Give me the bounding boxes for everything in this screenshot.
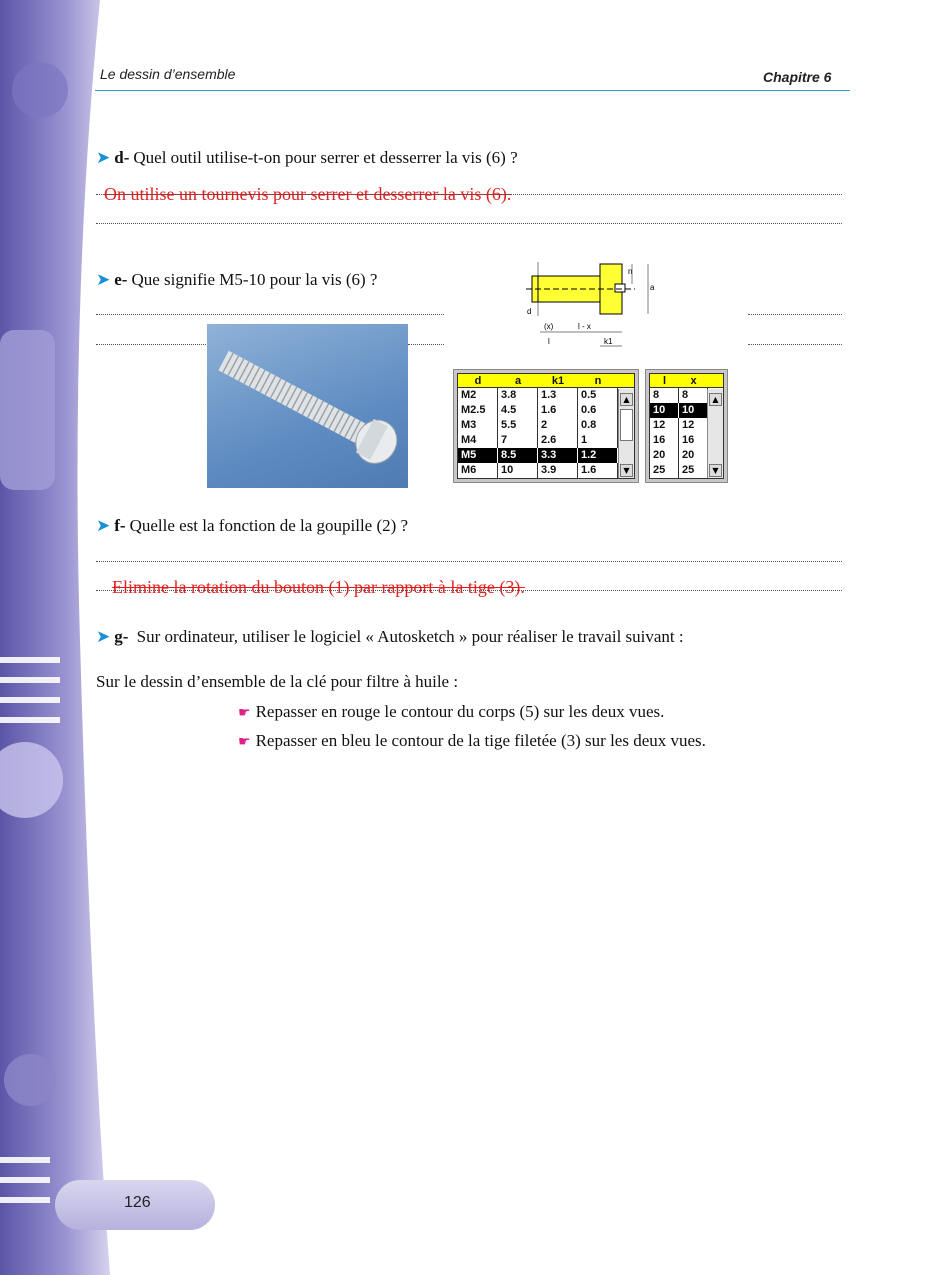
answer-line [96,223,842,224]
instructions-intro: Sur le dessin d’ensemble de la clé pour filtre à huile : [96,672,459,691]
dim-label-n: n [628,267,633,276]
dim-label-d: d [527,307,532,316]
scroll-down-icon[interactable]: ▼ [620,464,633,477]
table-cell: 10 [650,403,679,418]
right-arrow-icon: ➤ [96,270,111,290]
question-d [96,148,518,168]
table-cell: 25 [650,463,679,478]
table-row[interactable] [458,433,634,448]
right-arrow-icon: ➤ [96,627,111,647]
screw-dimensions-table-frame [453,369,639,483]
table-cell: 20 [650,448,679,463]
decorative-side-band [0,0,110,1275]
table-cell: 16 [679,433,708,448]
answer-line [96,314,444,315]
answer-line [748,344,842,345]
table-cell: M5 [458,448,498,463]
answer-d: On utilise un tournevis pour serrer et desserrer la vis (6). [104,184,512,204]
table-row-selected[interactable] [458,448,634,463]
table-header-cell: x [690,375,697,387]
table-cell: 0.8 [578,418,618,433]
scroll-up-icon[interactable]: ▲ [709,393,722,406]
screw-photo [207,324,408,488]
pointing-hand-icon: ☛ [238,705,251,721]
table-cell: 12 [650,418,679,433]
table-cell: 0.5 [578,388,618,403]
table-cell: 10 [679,403,708,418]
table-cell: M2.5 [458,403,498,418]
table-cell: M6 [458,463,498,478]
header-rule [95,90,850,91]
table-scrollbar[interactable] [618,389,634,478]
question-letter: g- [114,627,129,646]
table-cell: M2 [458,388,498,403]
table-cell: 1.6 [538,403,578,418]
table-cell: 1.6 [578,463,618,478]
table-cell: 3.9 [538,463,578,478]
table-cell: 25 [679,463,708,478]
table-scrollbar[interactable] [707,389,723,478]
instruction-text: Repasser en rouge le contour du corps (5) sur les deux vues. [255,702,665,721]
table-cell: 5.5 [498,418,538,433]
table-cell: 0.6 [578,403,618,418]
table-header-cell: d [474,375,482,387]
dim-label-l-minus-x: l - x [578,322,591,331]
answer-line [96,344,206,345]
table-row[interactable] [458,388,634,403]
dim-label-a: a [650,283,655,292]
table-header-cell: a [514,375,522,387]
table-cell: 2.6 [538,433,578,448]
table-cell: 1 [578,433,618,448]
table-cell: 8.5 [498,448,538,463]
page-number: 126 [124,1194,151,1211]
question-text: Que signifie M5-10 pour la vis (6) ? [131,270,378,289]
table-cell: 1.3 [538,388,578,403]
dim-label-x: (x) [544,322,554,331]
table-cell: 12 [679,418,708,433]
screw-lengths-table [649,373,724,479]
question-e [96,270,377,290]
dim-label-l: l [548,337,550,346]
question-letter: d- [114,148,130,167]
table-row[interactable] [458,403,634,418]
table-cell: 10 [498,463,538,478]
answer-line [96,561,842,562]
answer-line [96,194,842,195]
table-cell: 8 [679,388,708,403]
answer-line [96,590,842,591]
table-header-cell: k1 [551,375,565,387]
instruction-item [238,702,664,722]
pointing-hand-icon: ☛ [238,734,251,750]
screw-technical-drawing [520,258,670,358]
screw-lengths-table-frame [645,369,728,483]
question-text: Quel outil utilise-t-on pour serrer et desserrer la vis (6) ? [133,148,518,167]
table-cell: 7 [498,433,538,448]
table-cell: M4 [458,433,498,448]
question-g [96,627,684,647]
screw-dimensions-table [457,373,635,479]
scroll-thumb[interactable] [620,409,633,441]
question-text: Quelle est la fonction de la goupille (2) ? [129,516,409,535]
table-row[interactable] [458,418,634,433]
header-chapter-title: Le dessin d’ensemble [100,66,236,82]
table-cell: 16 [650,433,679,448]
question-letter: f- [114,516,126,535]
table-cell: 1.2 [578,448,618,463]
answer-f: Elimine la rotation du bouton (1) par rapport à la tige (3). [112,577,525,597]
question-f [96,516,408,536]
table-cell: 20 [679,448,708,463]
answer-line [408,344,444,345]
dim-label-k1: k1 [604,337,613,346]
table-cell: 2 [538,418,578,433]
instruction-text: Repasser en bleu le contour de la tige filetée (3) sur les deux vues. [255,731,706,750]
table-cell: 8 [650,388,679,403]
table-header [650,374,723,388]
header-chapter-number: Chapitre 6 [763,69,832,85]
question-letter: e- [114,270,128,289]
right-arrow-icon: ➤ [96,148,111,168]
table-header-cell: l [662,375,667,387]
table-cell: 3.3 [538,448,578,463]
answer-line [748,314,842,315]
table-header-cell: n [594,375,602,387]
table-cell: 4.5 [498,403,538,418]
scroll-up-icon[interactable]: ▲ [620,393,633,406]
question-text: Sur ordinateur, utiliser le logiciel « Autosketch » pour réaliser le travail suivant : [136,627,684,646]
table-header [458,374,634,388]
table-cell: 3.8 [498,388,538,403]
instruction-item [238,731,706,751]
right-arrow-icon: ➤ [96,516,111,536]
scroll-down-icon[interactable]: ▼ [709,464,722,477]
table-row[interactable] [458,463,634,478]
table-cell: M3 [458,418,498,433]
